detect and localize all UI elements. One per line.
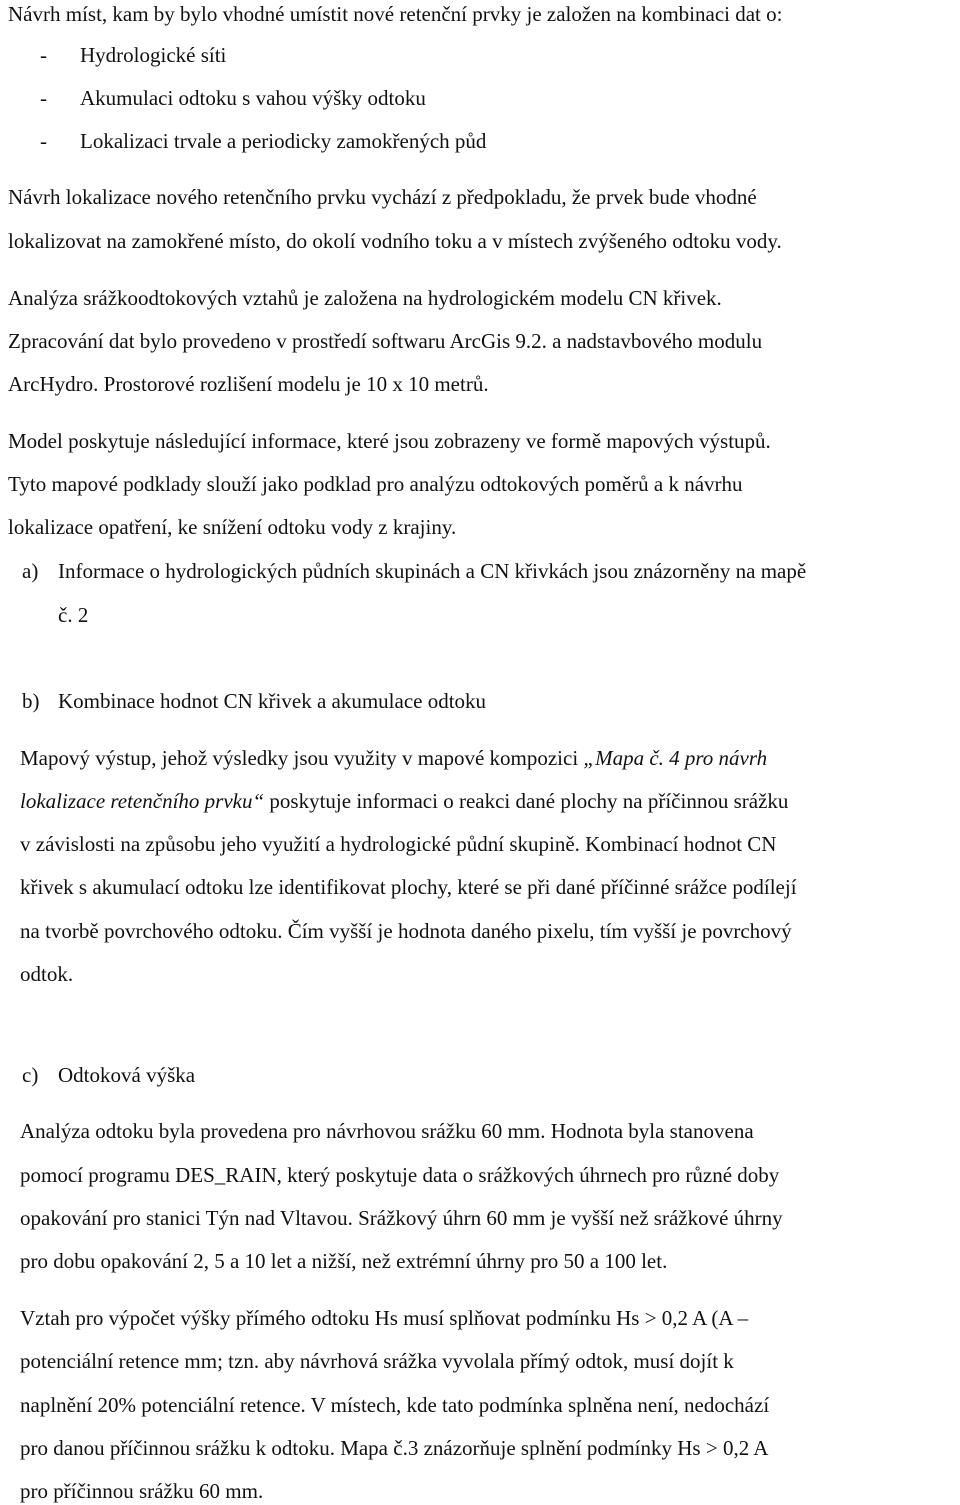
list-marker-c: c)	[22, 1063, 39, 1087]
paragraph-line: naplnění 20% potenciální retence. V místech, kde tato podmínka splněna není, nedochází	[20, 1393, 770, 1417]
paragraph-line: Model poskytuje následující informace, které jsou zobrazeny ve formě mapových výstupů.	[8, 429, 771, 453]
intro-text: Návrh míst, kam by bylo vhodné umístit nové retenční prvky je založen na kombinaci dat o:	[8, 2, 783, 26]
paragraph-line: křivek s akumulací odtoku lze identifikovat plochy, které se při dané příčinné srážce podílejí	[20, 875, 797, 899]
bullet-item: Lokalizaci trvale a periodicky zamokřených půd	[80, 129, 487, 153]
paragraph-line	[20, 744, 767, 772]
paragraph-line: na tvorbě povrchového odtoku. Čím vyšší je hodnota daného pixelu, tím vyšší je povrchový	[20, 919, 792, 943]
paragraph-line: potenciální retence mm; tzn. aby návrhová srážka vyvolala přímý odtok, musí dojít k	[20, 1349, 734, 1373]
bullet-marker: -	[40, 43, 47, 67]
item-a-line: Informace o hydrologických půdních skupinách a CN křivkách jsou znázorněny na mapě	[58, 559, 807, 583]
list-marker-a: a)	[22, 559, 39, 583]
paragraph-line: pro dobu opakování 2, 5 a 10 let a nižší, než extrémní úhrny pro 50 a 100 let.	[20, 1249, 668, 1273]
list-marker-b: b)	[22, 689, 40, 713]
paragraph-line: ArcHydro. Prostorové rozlišení modelu je 10 x 10 metrů.	[8, 372, 489, 396]
bullet-item: Akumulaci odtoku s vahou výšky odtoku	[80, 86, 426, 110]
paragraph-line: Návrh lokalizace nového retenčního prvku vychází z předpokladu, že prvek bude vhodné	[8, 185, 757, 209]
bullet-item: Hydrologické síti	[80, 43, 227, 67]
item-b-heading: Kombinace hodnot CN křivek a akumulace odtoku	[58, 689, 487, 713]
item-a-line: č. 2	[58, 603, 89, 627]
paragraph-line: pomocí programu DES_RAIN, který poskytuje data o srážkových úhrnech pro různé doby	[20, 1163, 780, 1187]
item-c-heading: Odtoková výška	[58, 1063, 196, 1087]
paragraph-line: pro danou příčinnou srážku k odtoku. Mapa č.3 znázorňuje splnění podmínky Hs > 0,2 A	[20, 1436, 769, 1460]
map-reference-italic: lokalizace retenčního prvku“	[20, 789, 265, 813]
paragraph-line: Zpracování dat bylo provedeno v prostředí softwaru ArcGis 9.2. a nadstavbového modulu	[8, 329, 763, 353]
paragraph-line: pro příčinnou srážku 60 mm.	[20, 1479, 264, 1503]
bullet-marker: -	[40, 129, 47, 153]
bullet-marker: -	[40, 86, 47, 110]
para-b-line1-start: Mapový výstup, jehož výsledky jsou využity v mapové kompozici	[20, 746, 584, 770]
para-b-line2-rest: poskytuje informaci o reakci dané plochy na příčinnou srážku	[264, 789, 789, 813]
map-reference-italic: „Mapa č. 4 pro návrh	[583, 746, 768, 770]
paragraph-line: lokalizovat na zamokřené místo, do okolí vodního toku a v místech zvýšeného odtoku vody.	[8, 229, 782, 253]
paragraph-line: Vztah pro výpočet výšky přímého odtoku Hs musí splňovat podmínku Hs > 0,2 A (A –	[20, 1306, 749, 1330]
paragraph-line: Analýza odtoku byla provedena pro návrhovou srážku 60 mm. Hodnota byla stanovena	[20, 1119, 754, 1143]
paragraph-line: lokalizace opatření, ke snížení odtoku vody z krajiny.	[8, 515, 457, 539]
paragraph-line: odtok.	[20, 962, 74, 986]
paragraph-line: Analýza srážkoodtokových vztahů je založena na hydrologickém modelu CN křivek.	[8, 286, 722, 310]
paragraph-line: v závislosti na způsobu jeho využití a hydrologické půdní skupině. Kombinací hodnot CN	[20, 832, 777, 856]
paragraph-line: Tyto mapové podklady slouží jako podklad pro analýzu odtokových poměrů a k návrhu	[8, 472, 743, 496]
paragraph-line: opakování pro stanici Týn nad Vltavou. Srážkový úhrn 60 mm je vyšší než srážkové úhrny	[20, 1206, 783, 1230]
paragraph-line	[20, 787, 788, 815]
